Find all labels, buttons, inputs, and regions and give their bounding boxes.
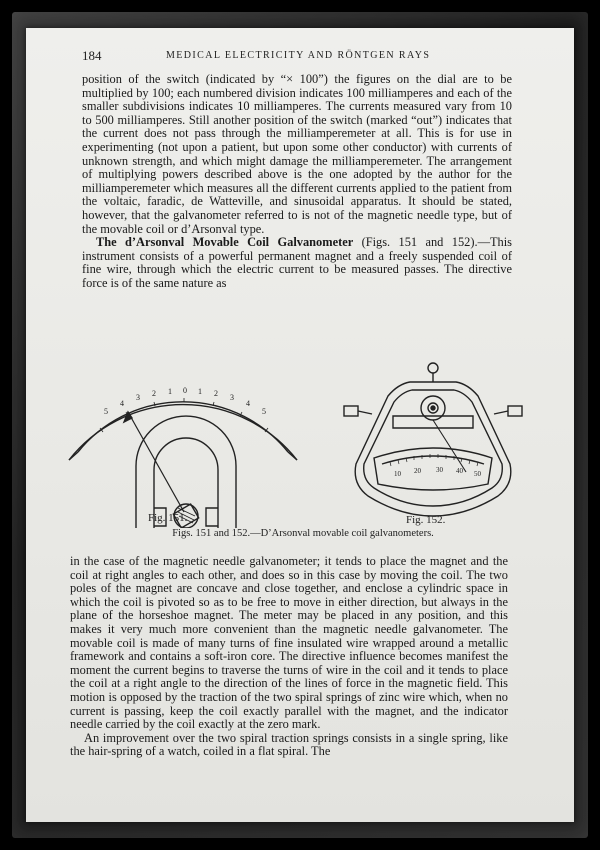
- fig151-tick-label: 1: [198, 387, 202, 396]
- bottom-text-block: [70, 555, 508, 759]
- page-number: 184: [82, 48, 102, 63]
- section-heading: The d’Arsonval Movable Coil Galvanometer: [96, 235, 354, 250]
- fig151-tick-label: 3: [230, 393, 234, 402]
- fig-152-label: Fig. 152.: [406, 514, 446, 526]
- top-text-block: [82, 73, 512, 291]
- fig-151-galvanometer-illustration: [66, 348, 306, 528]
- fig-151-label: Fig. 151.: [148, 512, 188, 524]
- fig151-tick-label: 4: [246, 399, 250, 408]
- fig151-tick-label: 2: [214, 389, 218, 398]
- fig152-tick-label: 30: [436, 466, 443, 474]
- section-paragraph: [82, 236, 512, 290]
- fig152-tick-label: 40: [456, 467, 463, 475]
- paragraph: An improvement over the two spiral traction springs consists in a single spring, like the hair-spring of a watch, coiled in a flat spiral. The: [70, 730, 508, 759]
- section-body: —This instrument consists of a powerful permanent magnet and a freely suspended coil of fine wire, through which the electric current to be measured passes. The directive force is of the same nature as: [82, 235, 512, 290]
- running-title: MEDICAL ELECTRICITY AND RÖNTGEN RAYS: [166, 50, 431, 61]
- book-page: [26, 28, 574, 822]
- paragraph: in the case of the magnetic needle galvanometer; it tends to place the magnet and the coil at right angles to each other, and does so in this case by moving the coil. The two poles of the magnet are concave and close together, and enclose a cylindric space in which the coil is pivoted so as to be free to move in either direction, but always in the plane of the horseshoe magnet. The meter may be placed in any position, and this makes it very much more convenient than the magnetic needle galvanometer. The movable coil is made of many turns of fine insulated wire wrapped around a metallic framework and contains a soft-iron core. The directive influence becomes manifest the moment the current begins to traverse the turns of wire in the coil and it tends to place the coil at a right angle to the direction of the lines of force in the magnetic field. This motion is opposed by the traction of the two spiral springs of zinc wire which, when no current is passing, keep the coil exactly parallel with the magnet, and the indicator needle carried by the coil exactly at the zero mark.: [70, 554, 508, 732]
- fig151-tick-label: 4: [120, 399, 124, 408]
- fig151-tick-label: 1: [168, 387, 172, 396]
- fig152-tick-label: 10: [394, 470, 401, 478]
- fig151-tick-label: 5: [104, 407, 108, 416]
- fig151-tick-label: 0: [183, 386, 187, 395]
- fig151-tick-label: 5: [262, 407, 266, 416]
- fig151-tick-label: 3: [136, 393, 140, 402]
- paragraph: position of the switch (indicated by “× 100”) the figures on the dial are to be multiplied by 100; each numbered division indicates 100 milliamperes and each of the smaller subdivisions indicates 10 milliamperes. The currents measured vary from 10 to 500 milliamperes. Still another position of the switch (marked “out”) indicates that the current does not pass through the milliamperemeter at all. This is for use in experimenting (not upon a patient, but upon some other conductor) with currents of unknown strength, and which might damage the milliamperemeter. The arrangement of multiplying powers described above is the one adopted by the author for the milliamperemeter which measures all the different currents applied to the patient from the voltaic, faradic, de Watteville, and sinusoidal apparatus. It should be stated, however, that the galvanometer referred to is not of the magnetic needle type, but of the movable coil or d’Arsonval type.: [82, 72, 512, 236]
- fig151-tick-label: 2: [152, 389, 156, 398]
- page-header: [82, 48, 522, 66]
- fig-152-galvanometer-illustration: [338, 356, 528, 531]
- fig152-tick-label: 20: [414, 467, 421, 475]
- figures-area: [66, 348, 536, 548]
- section-heading-ref: (Figs. 151 and 152).: [353, 235, 478, 250]
- fig152-tick-label: 50: [474, 470, 481, 478]
- figure-caption: Figs. 151 and 152.—D’Arsonval movable coil galvanometers.: [172, 528, 434, 539]
